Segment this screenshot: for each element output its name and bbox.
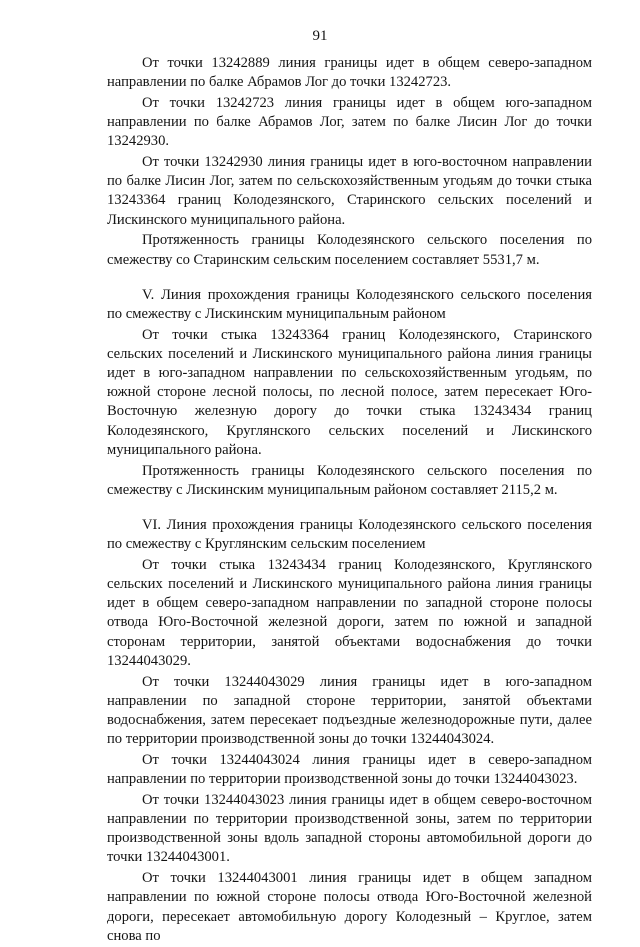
paragraph: От точки 13242930 линия границы идет в юго-восточном направлении по балке Лисин Лог, затем по сельскохозяйственным угодьям до точки стыка 13243364 границ Колодезянского, Старинского сельских поселений и Лискинского муниципального района. — [107, 154, 592, 228]
paragraph: От точки 13244043023 линия границы идет в общем северо-восточном направлении по территории производственной зоны, затем по территории производственной зоны вдоль западной стороны автомобильной дороги до точки 13244043001. — [107, 791, 592, 866]
paragraph: От точки 13242723 линия границы идет в общем юго-западном направлении по балке Абрамов Лог, затем по балке Лисин Лог до точки 13242930. — [107, 94, 592, 150]
paragraph: Протяженность границы Колодезянского сельского поселения по смежеству со Старинским сельским поселением составляет 5531,7 м. — [107, 232, 592, 268]
section-heading-v: V. Линия прохождения границы Колодезянского сельского поселения по смежеству с Лискинским муниципальным районом — [107, 286, 592, 322]
paragraph: От точки 13244043029 линия границы идет в юго-западном направлении по западной стороне территории, занятой объектами водоснабжения, затем пересекает подъездные железнодорожные пути, далее по территории производственной зоны до точки 13244043024. — [107, 673, 592, 748]
paragraph: От точки 13242889 линия границы идет в общем северо-западном направлении по балке Абрамов Лог до точки 13242723. — [107, 55, 592, 91]
page-number: 91 — [312, 28, 328, 44]
paragraph: От точки стыка 13243434 границ Колодезянского, Круглянского сельских поселений и Лискинского муниципального района линия границы идет в общем северо-западном направлении по западной стороне полосы отвода Юго-Восточной железной дороги, затем по южной и западной сторонам территории, занятой объектами водоснабжения до точки 13244043029. — [107, 556, 592, 669]
section-spacer — [107, 501, 592, 516]
paragraph: От точки стыка 13243364 границ Колодезянского, Старинского сельских поселений и Лискинского муниципального района линия границы идет в юго-западном направлении по сельскохозяйственным угодьям, по южной стороне лесной полосы, по лесной полосе, затем пересекает Юго-Восточную железную дорогу до точки стыка 13243434 границ Колодезянского, Круглянского сельских поселений и Лискинского муниципального района. — [107, 326, 592, 458]
section-spacer — [107, 271, 592, 286]
paragraph: От точки 13244043024 линия границы идет в северо-западном направлении по территории производственной зоны до точки 13244043023. — [107, 751, 592, 788]
document-body — [107, 54, 592, 947]
paragraph: От точки 13244043001 линия границы идет в общем западном направлении по южной стороне полосы отвода Юго-Восточной железной дороги, пересекает автомобильную дорогу Колодезный – Круглое, затем снова по — [107, 870, 592, 944]
paragraph: Протяженность границы Колодезянского сельского поселения по смежеству с Лискинским муниципальным районом составляет 2115,2 м. — [107, 462, 592, 498]
section-heading-vi: VI. Линия прохождения границы Колодезянского сельского поселения по смежеству с Круглянским сельским поселением — [107, 516, 592, 553]
